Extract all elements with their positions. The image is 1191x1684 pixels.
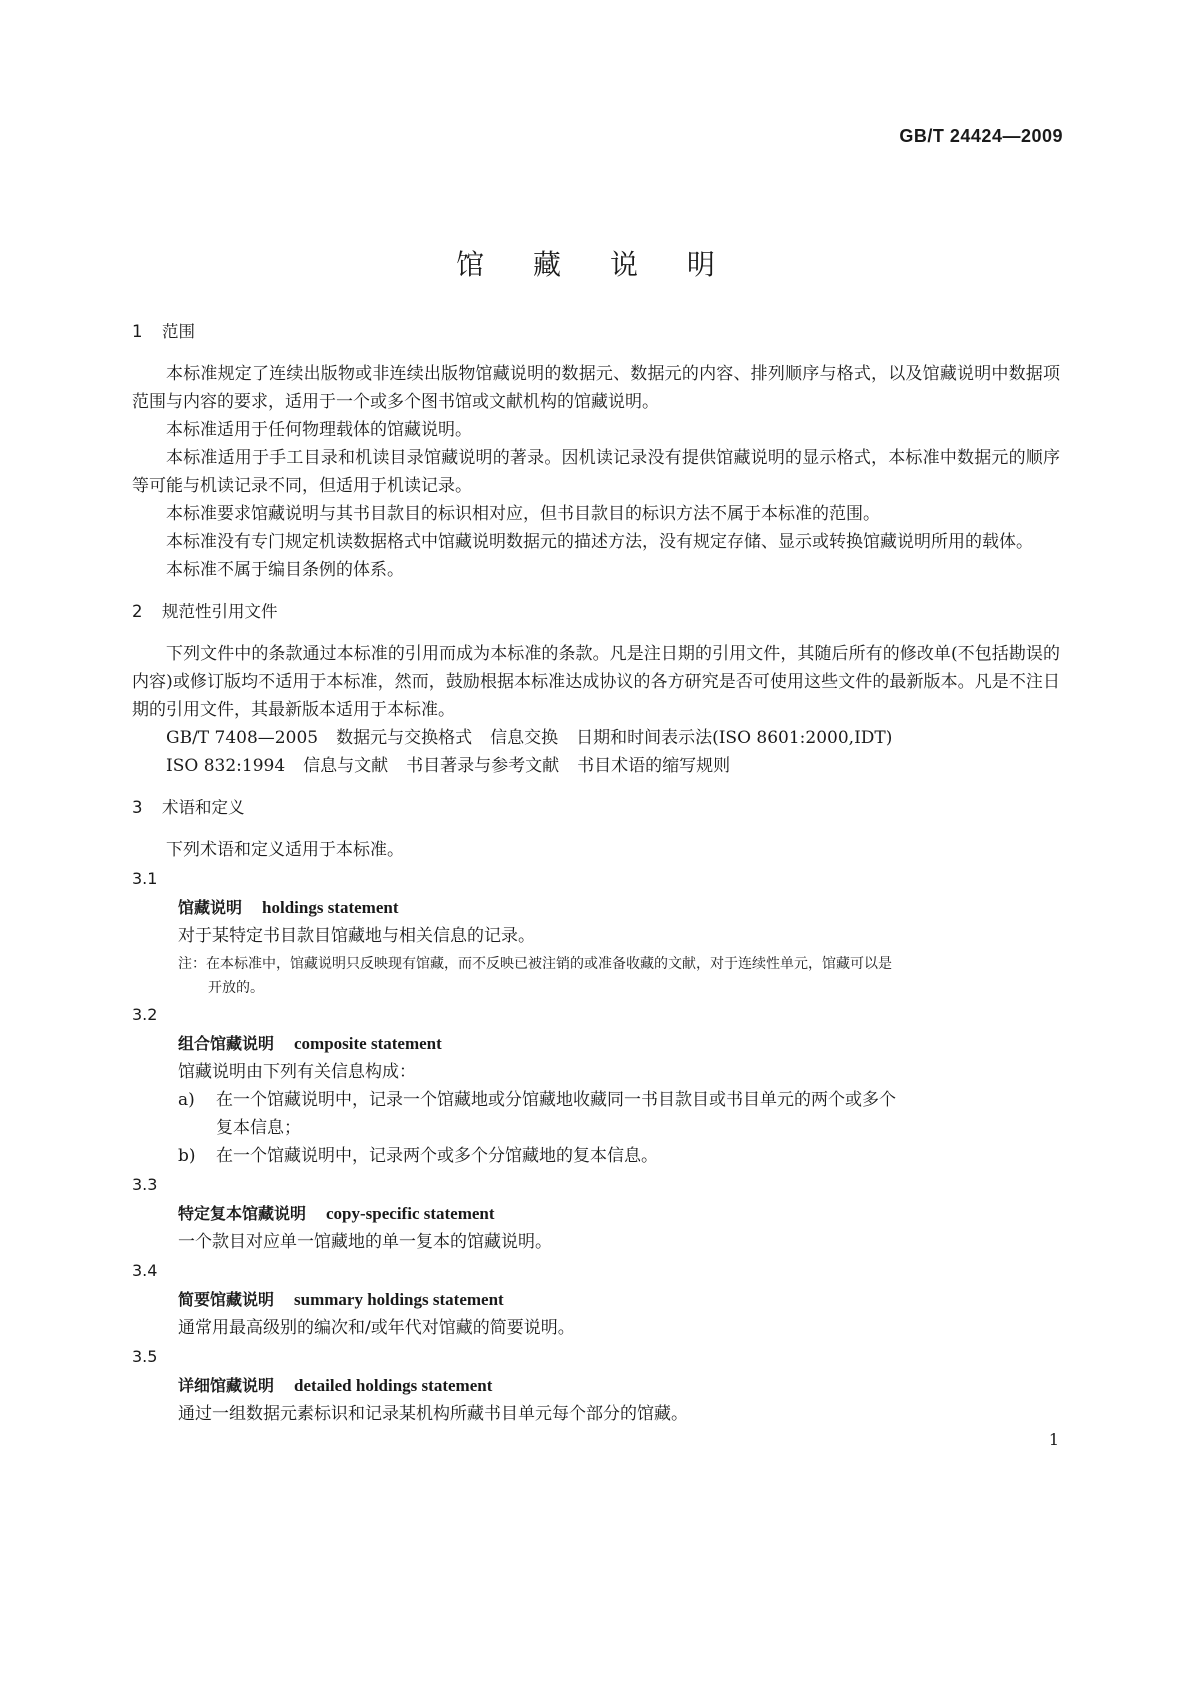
reference-code: ISO 832:1994	[166, 756, 286, 776]
list-item	[132, 1086, 1060, 1142]
section-heading-terms	[132, 794, 1060, 822]
paragraph: 本标准适用于任何物理载体的馆藏说明。	[166, 420, 472, 440]
reference-code: GB/T 7408—2005	[166, 728, 319, 748]
subclause-number: 3.4	[132, 1261, 158, 1280]
note-text: 在本标准中，馆藏说明只反映现有馆藏，而不反映已被注销的或准备收藏的文献，对于连续性单元，馆藏可以是	[206, 956, 892, 972]
term-entry	[132, 894, 1060, 922]
section-heading-scope	[132, 318, 1060, 346]
document-title: 馆 藏 说 明	[456, 247, 735, 281]
section-number: 2	[132, 602, 143, 621]
term-definition: 馆藏说明由下列有关信息构成：	[178, 1062, 416, 1082]
section-number: 1	[132, 322, 143, 341]
term-definition: 通过一组数据元素标识和记录某机构所藏书目单元每个部分的馆藏。	[178, 1404, 688, 1424]
term-entry	[132, 1200, 1060, 1228]
list-text-continued: 复本信息；	[216, 1118, 301, 1138]
term-zh: 馆藏说明	[178, 898, 243, 917]
paragraph: 下列文件中的条款通过本标准的引用而成为本标准的条款。凡是注日期的引用文件，其随后所有的修改单(不包括勘误的内容)或修订版均不适用于本标准，然而，鼓励根据本标准达成协议的各方研究是否可使用这些文件的最新版本。凡是不注日期的引用文件，其最新版本适用于本标准。	[132, 644, 1060, 720]
term-zh: 组合馆藏说明	[178, 1034, 275, 1053]
reference-item	[132, 752, 1060, 780]
term-note	[132, 952, 1060, 1000]
section-title: 术语和定义	[162, 798, 245, 817]
list-marker: b)	[178, 1146, 196, 1166]
term-definition: 一个款目对应单一馆藏地的单一复本的馆藏说明。	[178, 1232, 552, 1252]
reference-part: 书目术语的缩写规则	[577, 756, 731, 776]
subclause-number: 3.5	[132, 1347, 158, 1366]
list-text: 在一个馆藏说明中，记录两个或多个分馆藏地的复本信息。	[216, 1146, 658, 1166]
term-en: composite statement	[294, 1034, 442, 1053]
note-label: 注：	[178, 956, 206, 972]
term-definition: 对于某特定书目款目馆藏地与相关信息的记录。	[178, 926, 535, 946]
subclause-number: 3.2	[132, 1005, 158, 1024]
paragraph: 下列术语和定义适用于本标准。	[166, 840, 404, 860]
term-en: detailed holdings statement	[294, 1376, 493, 1395]
list-item	[132, 1142, 1060, 1170]
note-text-continued: 开放的。	[208, 980, 264, 996]
reference-part: 数据元与交换格式	[336, 728, 473, 748]
term-entry	[132, 1030, 1060, 1058]
reference-part: 信息交换	[490, 728, 559, 748]
term-zh: 详细馆藏说明	[178, 1376, 275, 1395]
list-text: 在一个馆藏说明中，记录一个馆藏地或分馆藏地收藏同一书目款目或书目单元的两个或多个	[216, 1090, 896, 1110]
term-en: copy-specific statement	[326, 1204, 495, 1223]
term-en: holdings statement	[262, 898, 399, 917]
paragraph: 本标准规定了连续出版物或非连续出版物馆藏说明的数据元、数据元的内容、排列顺序与格式，以及馆藏说明中数据项范围与内容的要求，适用于一个或多个图书馆或文献机构的馆藏说明。	[132, 364, 1060, 412]
section-heading-normative-references	[132, 598, 1060, 626]
term-zh: 简要馆藏说明	[178, 1290, 275, 1309]
reference-part: 日期和时间表示法(ISO 8601:2000,IDT)	[576, 728, 893, 748]
page-number: 1	[1048, 1430, 1059, 1449]
document-body	[132, 318, 1060, 1428]
term-entry	[132, 1372, 1060, 1400]
term-entry	[132, 1286, 1060, 1314]
term-definition: 通常用最高级别的编次和/或年代对馆藏的简要说明。	[178, 1318, 575, 1338]
term-zh: 特定复本馆藏说明	[178, 1204, 307, 1223]
reference-item	[132, 724, 1060, 752]
list-marker: a)	[178, 1090, 195, 1110]
standard-code: GB/T 24424—2009	[899, 126, 1063, 146]
paragraph: 本标准不属于编目条例的体系。	[166, 560, 404, 580]
section-title: 规范性引用文件	[162, 602, 278, 621]
paragraph: 本标准适用于手工目录和机读目录馆藏说明的著录。因机读记录没有提供馆藏说明的显示格式，本标准中数据元的顺序等可能与机读记录不同，但适用于机读记录。	[132, 448, 1060, 496]
section-title: 范围	[162, 322, 195, 341]
term-en: summary holdings statement	[294, 1290, 504, 1309]
paragraph: 本标准没有专门规定机读数据格式中馆藏说明数据元的描述方法，没有规定存储、显示或转换馆藏说明所用的载体。	[166, 532, 1033, 552]
reference-part: 书目著录与参考文献	[406, 756, 560, 776]
subclause-number: 3.1	[132, 869, 158, 888]
section-number: 3	[132, 798, 143, 817]
paragraph: 本标准要求馆藏说明与其书目款目的标识相对应，但书目款目的标识方法不属于本标准的范围。	[166, 504, 880, 524]
reference-part: 信息与文献	[303, 756, 389, 776]
subclause-number: 3.3	[132, 1175, 158, 1194]
